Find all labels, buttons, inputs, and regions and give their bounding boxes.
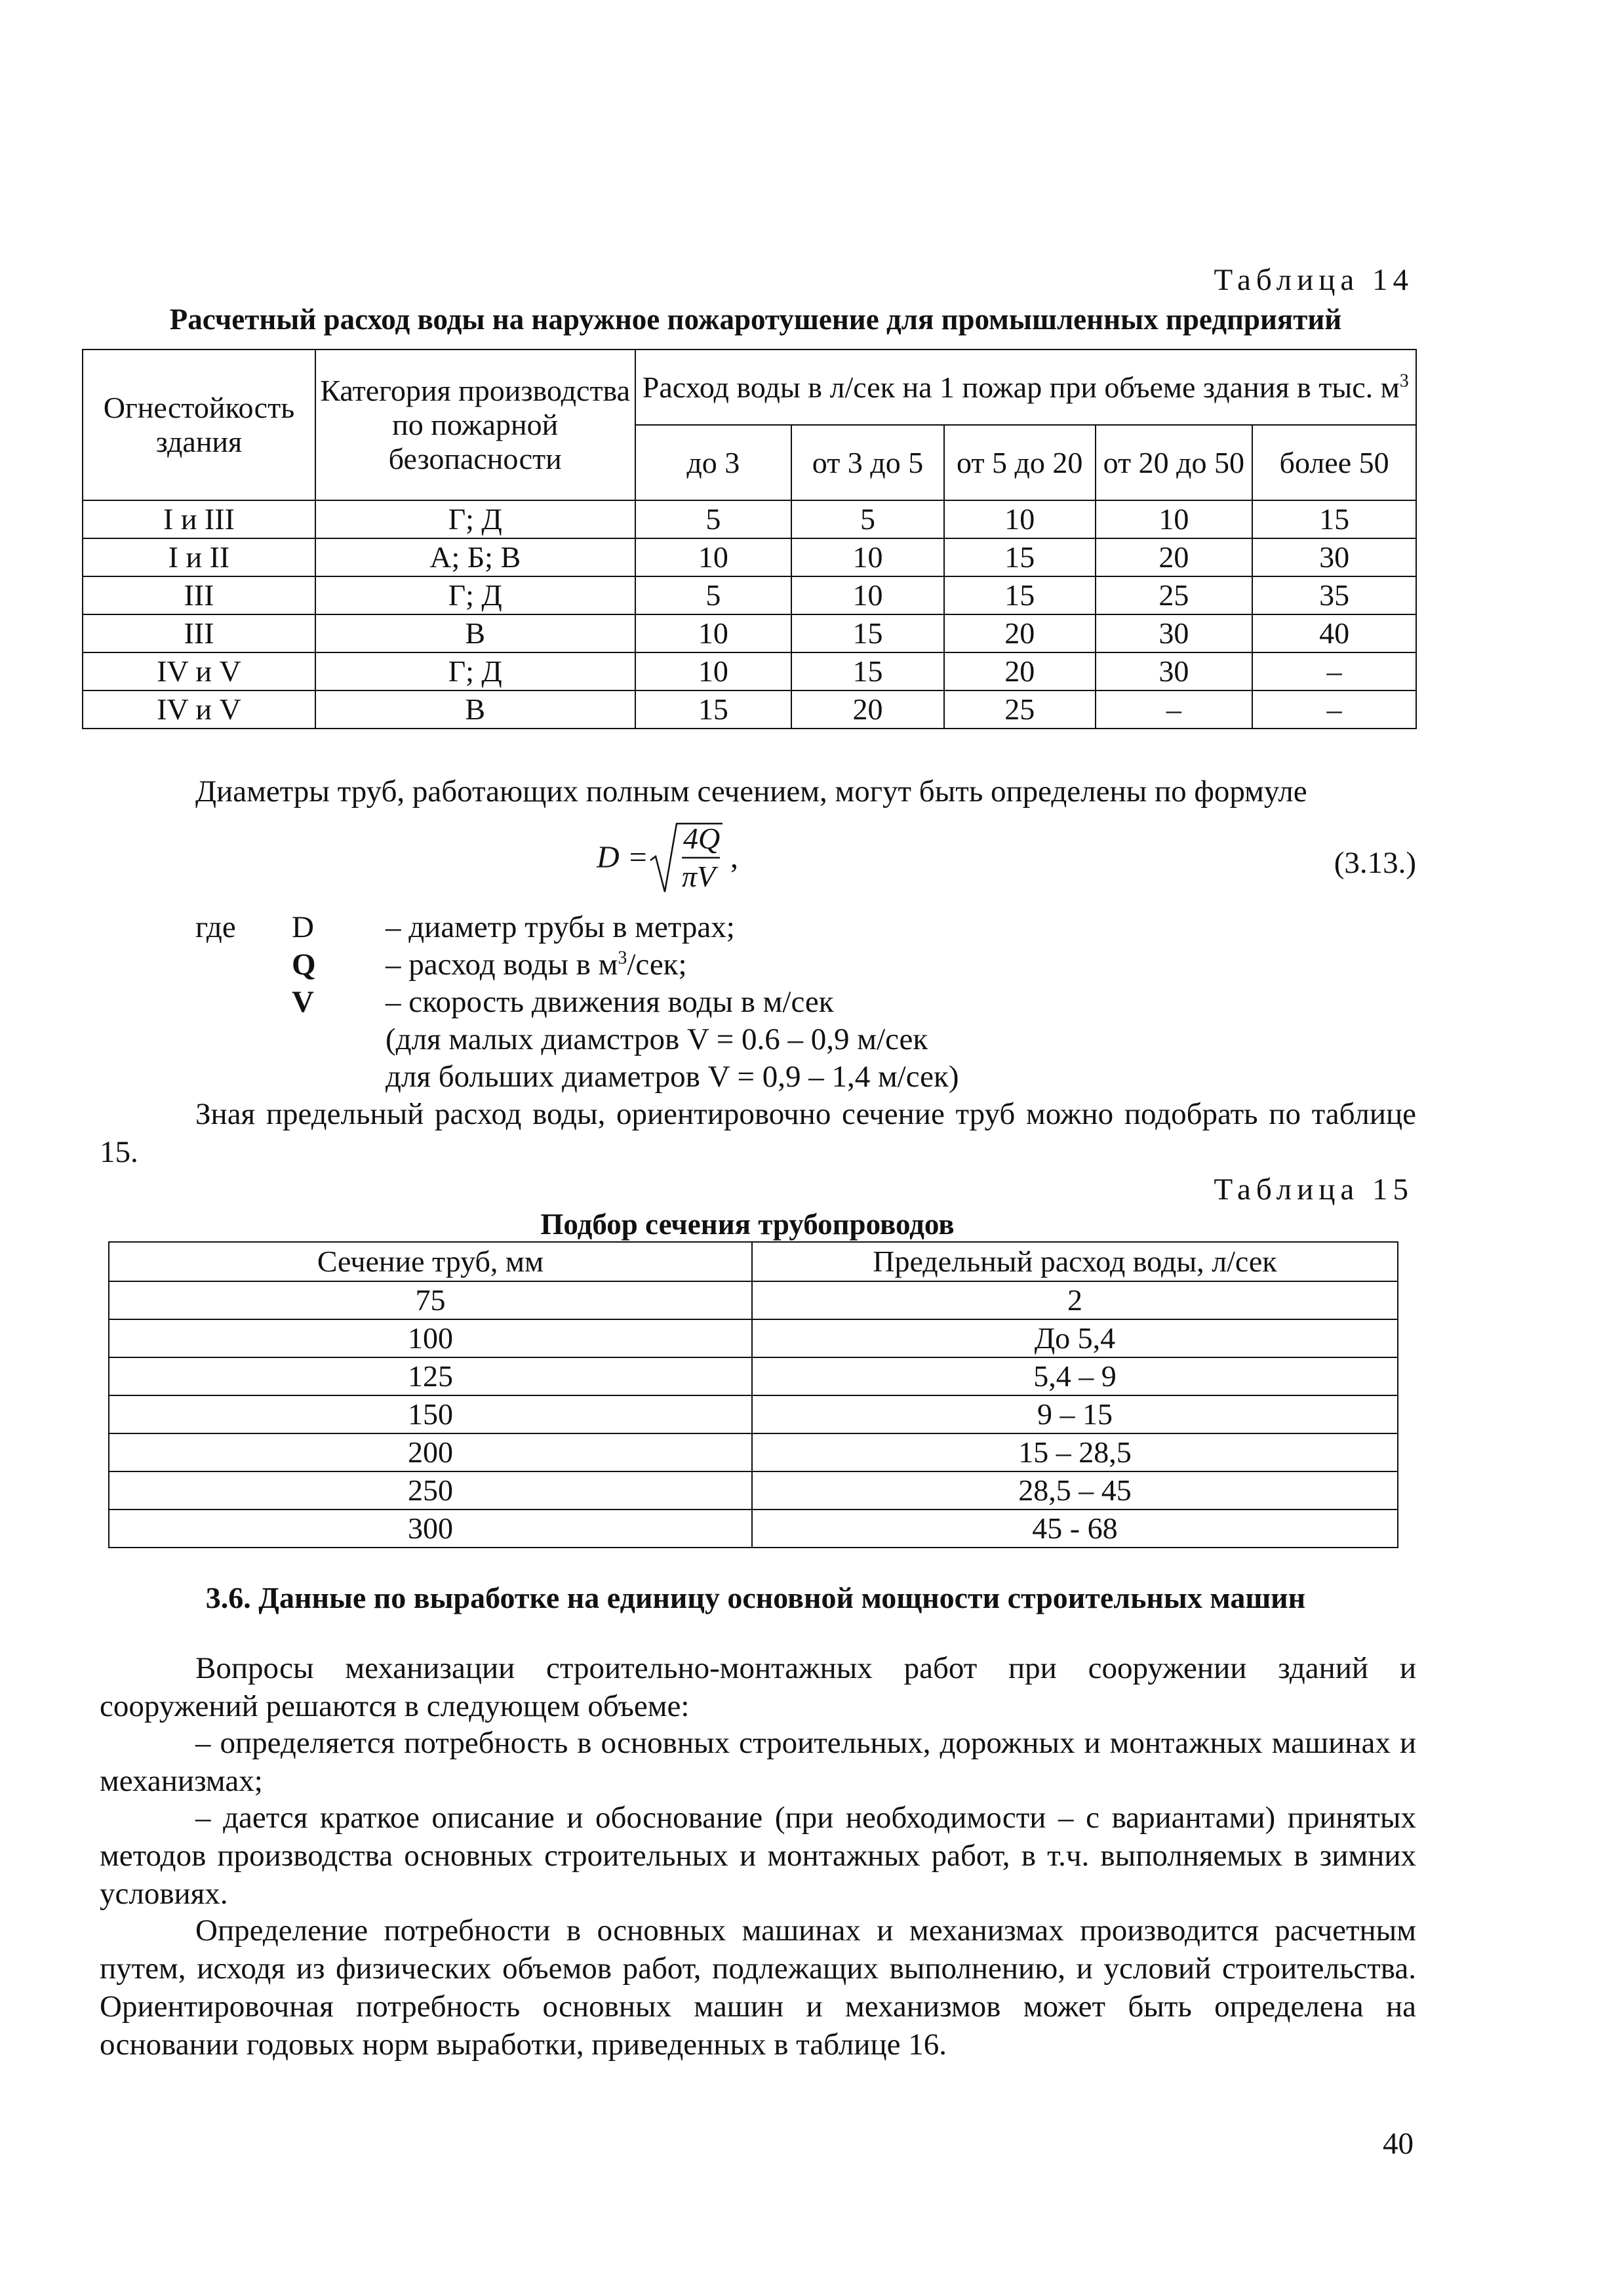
table-cell: 100 — [109, 1319, 752, 1357]
table-cell: IV и V — [83, 690, 315, 729]
header-flow-sup: 3 — [1399, 370, 1409, 391]
where-label: где — [195, 910, 236, 944]
volume-col-0: до 3 — [635, 425, 792, 500]
table-cell: 25 — [944, 690, 1096, 729]
table-cell: 15 — [1252, 500, 1416, 538]
volume-col-4: более 50 — [1252, 425, 1416, 500]
table-cell: 10 — [635, 652, 792, 690]
table-cell: 150 — [109, 1395, 752, 1433]
table15-body — [109, 1281, 1398, 1548]
table-row — [109, 1395, 1398, 1433]
table-cell: 10 — [635, 538, 792, 576]
table-cell: 300 — [109, 1510, 752, 1548]
volume-col-2: от 5 до 20 — [944, 425, 1096, 500]
table-row — [83, 576, 1416, 614]
var-q-desc-sup: 3 — [618, 948, 627, 969]
formula-intro: Диаметры труб, работающих полным сечением, могут быть определены по формуле — [195, 774, 1307, 809]
formula-denominator: πV — [682, 860, 716, 893]
table-cell: I и II — [83, 538, 315, 576]
table-cell: Г; Д — [315, 576, 635, 614]
table-row — [109, 1357, 1398, 1395]
table-cell: 5 — [635, 576, 792, 614]
table-cell: 30 — [1252, 538, 1416, 576]
table-cell: 35 — [1252, 576, 1416, 614]
table-cell: А; Б; В — [315, 538, 635, 576]
formula-comma: , — [730, 840, 738, 875]
section-heading: 3.6. Данные по выработке на единицу основной мощности строительных машин — [205, 1581, 1306, 1614]
header-fire-resistance: Огнестойкость здания — [83, 350, 315, 500]
var-q-desc — [386, 946, 687, 984]
table-cell: 20 — [791, 690, 944, 729]
table-cell: 250 — [109, 1471, 752, 1510]
header-section: Сечение труб, мм — [109, 1242, 752, 1281]
table-row — [109, 1281, 1398, 1319]
table-cell: IV и V — [83, 652, 315, 690]
var-q-desc-pre: – расход воды в м — [386, 948, 618, 982]
table-cell: 200 — [109, 1433, 752, 1471]
bullet-2: – дается краткое описание и обоснование (при необходимости – с вариантами) принятых методов производства основных строительных и монтажных работ, в т.ч. выполняемых в зимних условиях. — [100, 1801, 1416, 1911]
table-cell: 10 — [791, 576, 944, 614]
table-cell: III — [83, 614, 315, 652]
var-q: Q — [292, 948, 316, 982]
table-row — [109, 1319, 1398, 1357]
table-cell: 125 — [109, 1357, 752, 1395]
table-cell: 5,4 – 9 — [752, 1357, 1398, 1395]
header-flow — [635, 350, 1417, 425]
table-cell: 20 — [944, 614, 1096, 652]
v-note-1: (для малых диамстров V = 0.6 – 0,9 м/сек — [386, 1022, 928, 1056]
table-row — [83, 690, 1416, 729]
header-limit-flow: Предельный расход воды, л/сек — [752, 1242, 1398, 1281]
table-cell: 45 - 68 — [752, 1510, 1398, 1548]
table-cell: Г; Д — [315, 500, 635, 538]
table-cell: 15 — [944, 538, 1096, 576]
formula — [597, 820, 767, 898]
formula-numerator: 4Q — [683, 822, 721, 855]
formula-lhs: D = — [597, 840, 649, 875]
table-cell: 20 — [1096, 538, 1253, 576]
v-note-2: для больших диаметров V = 0,9 – 1,4 м/сек) — [386, 1060, 959, 1094]
table-row — [109, 1510, 1398, 1548]
fire-water-table — [82, 349, 1417, 729]
paragraph-2: Определение потребности в основных машинах и механизмах производится расчетным путем, исходя из физических объемов работ, подлежащих выполнению, и условий строительства. Ориентировочная потребность основных машин и механизмов может быть определена на основании годовых норм выработки, приведенных в таблице 16. — [100, 1913, 1416, 2062]
table-cell: 10 — [635, 614, 792, 652]
page-number: 40 — [1383, 2127, 1414, 2161]
table-row — [109, 1433, 1398, 1471]
table-cell: 10 — [944, 500, 1096, 538]
table-row — [83, 538, 1416, 576]
table-cell: 15 — [635, 690, 792, 729]
paragraph-1: Вопросы механизации строительно-монтажных работ при сооружении зданий и сооружений решаются в следующем объеме: — [100, 1651, 1416, 1723]
table-cell: III — [83, 576, 315, 614]
table-cell: 30 — [1096, 614, 1253, 652]
table-cell: 9 – 15 — [752, 1395, 1398, 1433]
table-cell: 30 — [1096, 652, 1253, 690]
table-cell: 2 — [752, 1281, 1398, 1319]
var-v-desc: – скорость движения воды в м/сек — [386, 985, 834, 1019]
volume-col-1: от 3 до 5 — [791, 425, 944, 500]
formula-number: (3.13.) — [1334, 846, 1416, 880]
table14-caption: Расчетный расход воды на наружное пожаротушение для промышленных предприятий — [169, 303, 1342, 336]
var-d: D — [292, 910, 314, 944]
table-row — [109, 1471, 1398, 1510]
var-d-desc: – диаметр трубы в метрах; — [386, 910, 735, 944]
table-cell: 15 — [791, 614, 944, 652]
table-cell: I и III — [83, 500, 315, 538]
table-cell: 5 — [635, 500, 792, 538]
bullet-1: – определяется потребность в основных строительных, дорожных и монтажных машинах и механизмах; — [100, 1726, 1416, 1798]
table-cell: 10 — [1096, 500, 1253, 538]
var-q-desc-post: /сек; — [627, 948, 687, 982]
table15-caption: Подбор сечения трубопроводов — [540, 1208, 955, 1241]
table15-label: Таблица 15 — [1214, 1172, 1414, 1207]
table-cell: До 5,4 — [752, 1319, 1398, 1357]
table-cell: В — [315, 614, 635, 652]
table-cell: 75 — [109, 1281, 752, 1319]
table-cell: 25 — [1096, 576, 1253, 614]
var-v: V — [292, 985, 314, 1019]
header-category: Категория производства по пожарной безопасности — [315, 350, 635, 500]
table15-intro: Зная предельный расход воды, ориентировочно сечение труб можно подобрать по таблице 15. — [100, 1097, 1416, 1169]
table14-body — [83, 500, 1416, 729]
table-row — [83, 500, 1416, 538]
table14-label: Таблица 14 — [1214, 263, 1414, 297]
table-cell: В — [315, 690, 635, 729]
header-flow-text: Расход воды в л/сек на 1 пожар при объеме здания в тыс. м — [642, 370, 1400, 404]
table-cell: – — [1252, 652, 1416, 690]
table-cell: 10 — [791, 538, 944, 576]
table-cell: 15 — [791, 652, 944, 690]
table-cell: – — [1252, 690, 1416, 729]
pipe-section-table — [108, 1241, 1398, 1548]
table-row — [83, 614, 1416, 652]
table-row — [83, 652, 1416, 690]
table-cell: 15 — [944, 576, 1096, 614]
table-cell: 40 — [1252, 614, 1416, 652]
table-cell: 28,5 – 45 — [752, 1471, 1398, 1510]
volume-col-3: от 20 до 50 — [1096, 425, 1253, 500]
table-cell: Г; Д — [315, 652, 635, 690]
table-cell: 20 — [944, 652, 1096, 690]
table-cell: 5 — [791, 500, 944, 538]
table-cell: 15 – 28,5 — [752, 1433, 1398, 1471]
table-cell: – — [1096, 690, 1253, 729]
